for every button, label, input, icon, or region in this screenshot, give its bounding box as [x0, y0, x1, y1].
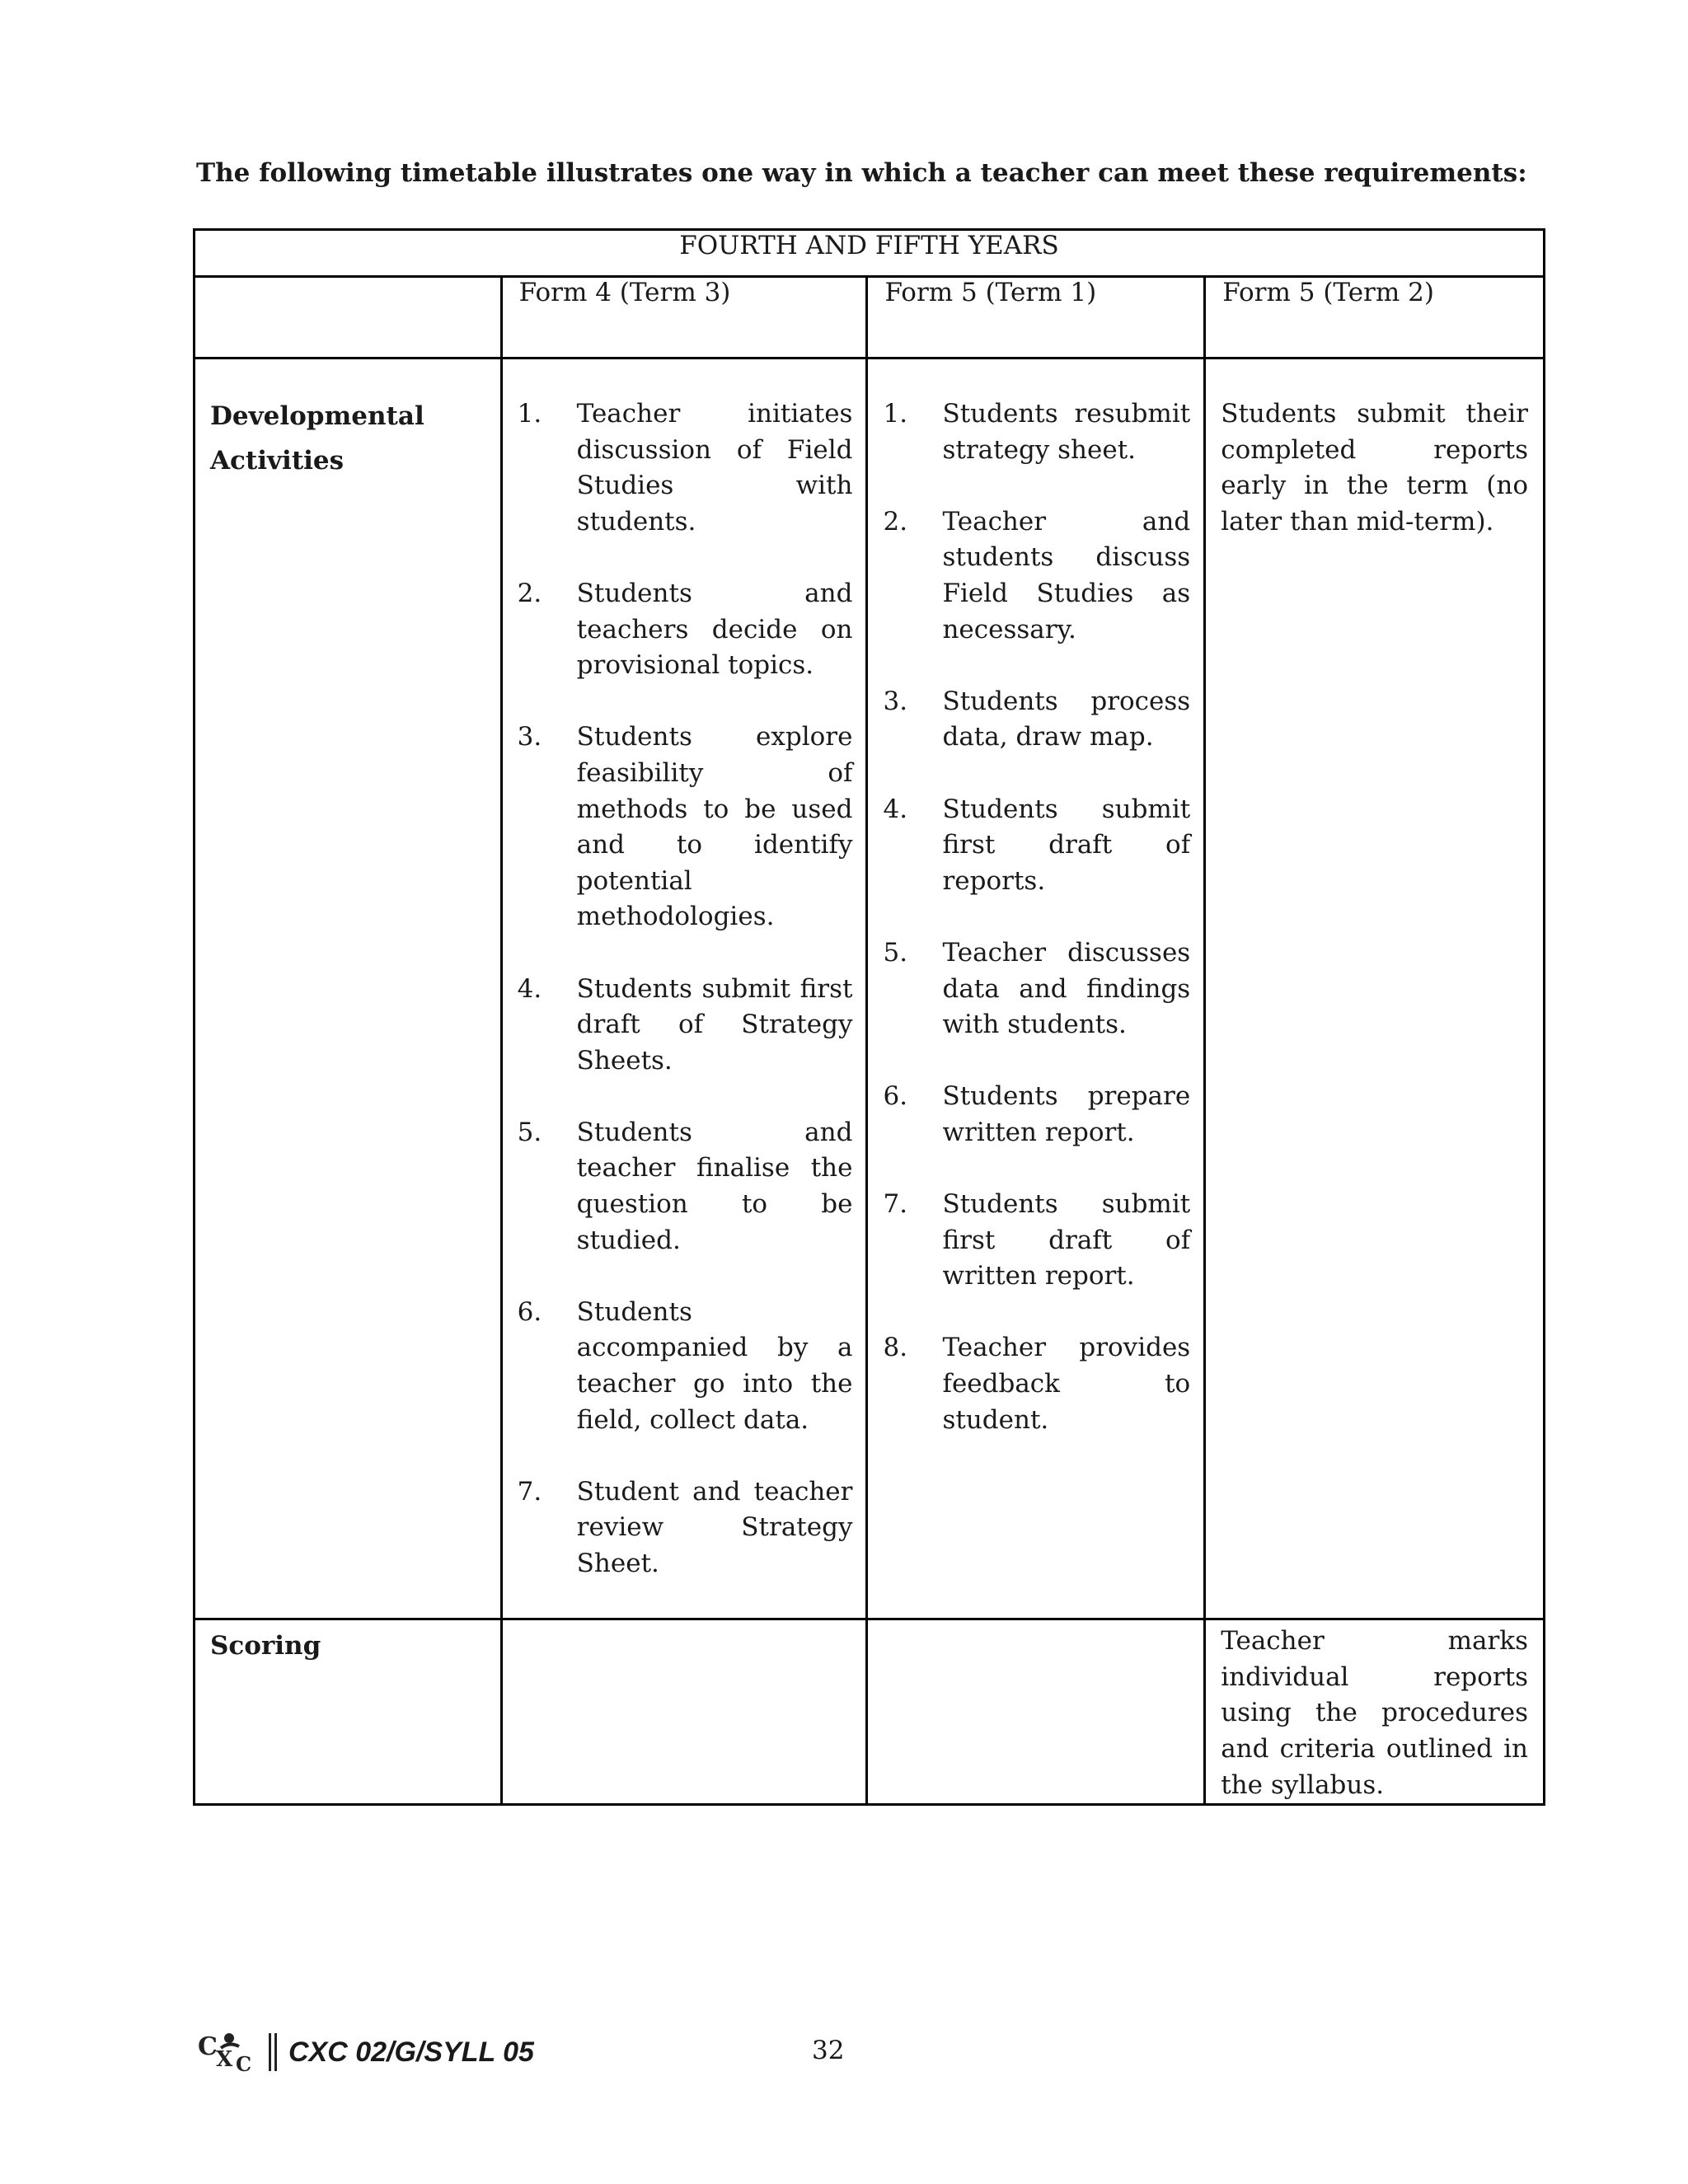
item-number: 7.	[517, 1476, 542, 1507]
item-number: 8.	[883, 1333, 908, 1363]
item-text: Students submit first draft of written report.	[942, 1189, 1191, 1291]
header-form5-term1	[867, 277, 1205, 359]
item-text: Teacher initiates discussion of Field Studies with students.	[576, 399, 853, 537]
item-text: Students resubmit strategy sheet.	[942, 399, 1191, 465]
row-label-developmental	[195, 359, 502, 1619]
intro-text: The following timetable illustrates one way in which a teacher can meet these requirements:	[196, 158, 1527, 188]
cell-dev-form4	[501, 359, 867, 1619]
list-item	[518, 576, 853, 684]
list-item	[883, 396, 1190, 468]
item-number: 2.	[517, 578, 542, 608]
item-text: Students and teachers decide on provisional topics.	[576, 578, 853, 681]
cell-score-form4	[501, 1619, 867, 1805]
item-text: Students and teacher finalise the question to be studied.	[576, 1117, 853, 1255]
step-list-form4	[503, 359, 866, 1582]
list-item	[518, 1474, 853, 1582]
item-number: 3.	[883, 686, 908, 716]
scoring-label: Scoring	[210, 1631, 321, 1661]
item-number: 6.	[883, 1081, 908, 1112]
svg-text:C: C	[236, 2052, 252, 2074]
item-text: Students submit first draft of reports.	[942, 794, 1191, 896]
header-label: Form 5 (Term 2)	[1222, 278, 1434, 307]
item-text: Students process data, draw map.	[942, 686, 1191, 752]
list-item	[883, 1330, 1190, 1438]
score-form5-term2-text: Teacher marks individual reports using the procedures and criteria outlined in the syllabus.	[1221, 1626, 1528, 1800]
cell-score-form5-term2	[1205, 1619, 1545, 1805]
item-number: 1.	[517, 399, 542, 429]
item-number: 5.	[517, 1117, 542, 1147]
header-form5-term2	[1205, 277, 1545, 359]
item-text: Students submit first draft of Strategy Sheets.	[576, 973, 853, 1076]
header-label: Form 5 (Term 1)	[884, 278, 1097, 307]
cell-dev-form5-term1	[867, 359, 1205, 1619]
cell-dev-form5-term2	[1205, 359, 1545, 1619]
header-label: Form 4 (Term 3)	[518, 278, 731, 307]
item-number: 3.	[517, 722, 542, 752]
step-list-form5-term1	[868, 359, 1203, 1438]
item-number: 6.	[517, 1296, 542, 1327]
item-number: 4.	[883, 794, 908, 824]
divider-bars-icon	[267, 2032, 279, 2073]
item-text: Teacher discusses data and findings with students.	[942, 937, 1191, 1040]
item-text: Students prepare written report.	[942, 1081, 1191, 1147]
list-item	[518, 719, 853, 935]
item-number: 2.	[883, 506, 908, 537]
list-item	[518, 1295, 853, 1438]
item-text: Students accompanied by a teacher go into the field, collect data.	[576, 1296, 853, 1435]
row-label-line1: Developmental	[210, 401, 424, 431]
list-item	[518, 1115, 853, 1258]
cxc-logo-icon	[196, 2030, 260, 2074]
timetable	[193, 228, 1545, 1806]
list-item	[518, 972, 853, 1080]
header-empty	[195, 277, 502, 359]
item-text: Student and teacher review Strategy Sheet.	[576, 1476, 853, 1578]
syllabus-code: CXC 02/G/SYLL 05	[288, 2036, 534, 2068]
svg-text:C: C	[198, 2032, 218, 2061]
row-label-line2: Activities	[210, 446, 345, 476]
item-number: 5.	[883, 937, 908, 968]
page-number: 32	[812, 2036, 845, 2065]
header-form4-term3	[501, 277, 867, 359]
item-text: Students explore feasibility of methods to be used and to identify potential methodologies.	[576, 722, 853, 932]
list-item	[883, 935, 1190, 1043]
list-item	[883, 792, 1190, 900]
dev-form5-term2-text: Students submit their completed reports early in the term (no later than mid-term).	[1221, 399, 1528, 537]
cell-score-form5-term1	[867, 1619, 1205, 1805]
table-title: FOURTH AND FIFTH YEARS	[195, 230, 1545, 277]
item-number: 7.	[883, 1189, 908, 1220]
row-label-scoring	[195, 1619, 502, 1805]
list-item	[518, 396, 853, 540]
list-item	[883, 684, 1190, 756]
item-number: 1.	[883, 399, 908, 429]
list-item	[883, 1079, 1190, 1151]
footer	[196, 2027, 534, 2077]
list-item	[883, 504, 1190, 648]
item-text: Teacher provides feedback to student.	[942, 1333, 1191, 1435]
item-text: Teacher and students discuss Field Studies as necessary.	[942, 506, 1191, 644]
item-number: 4.	[517, 973, 542, 1004]
svg-text:X: X	[216, 2047, 233, 2072]
list-item	[883, 1187, 1190, 1295]
